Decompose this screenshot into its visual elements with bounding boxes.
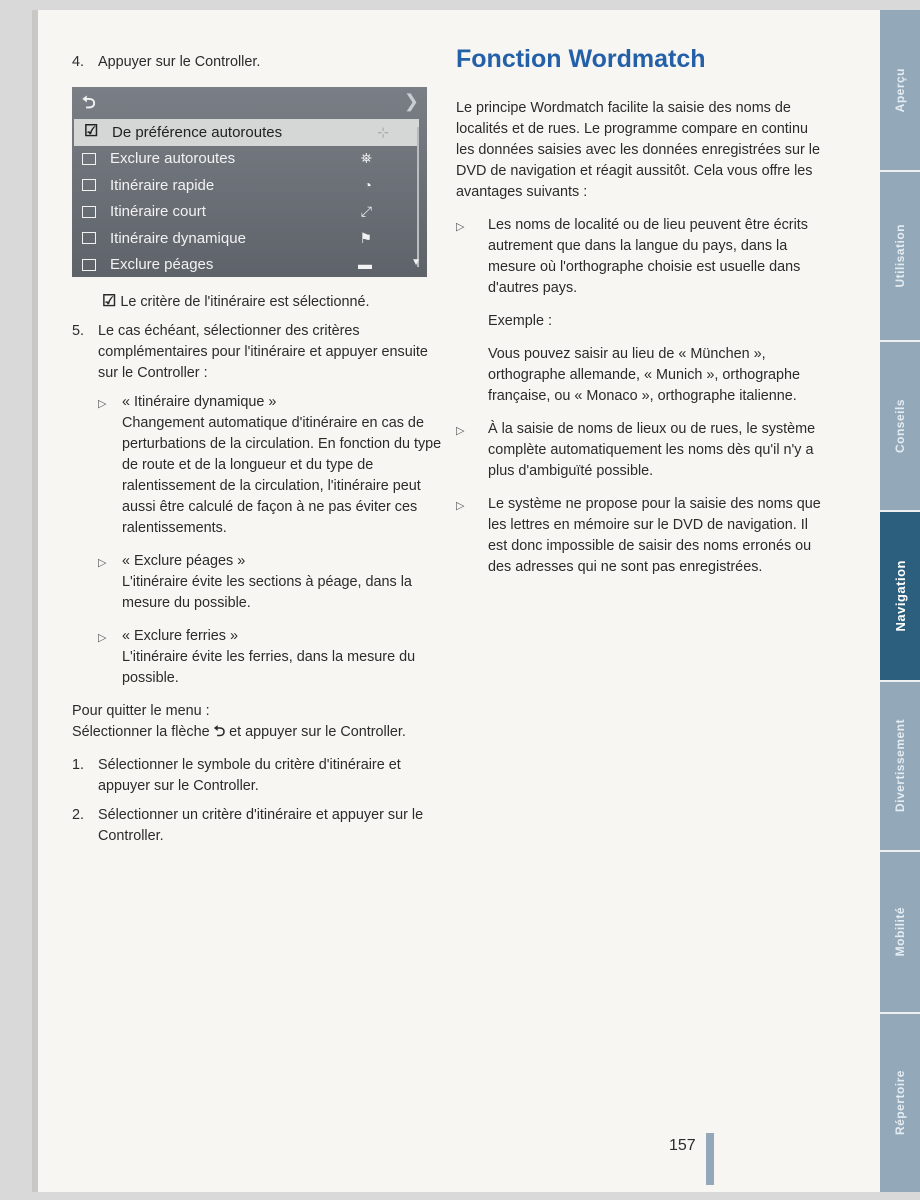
example-label: Exemple : [488,313,552,329]
checkbox-icon [82,153,96,165]
bullet-letters [456,494,828,578]
tab-apercu[interactable]: Aperçu [880,10,920,172]
chapter-tabs [880,10,920,1192]
scrollbar[interactable] [417,127,419,267]
bullet-text: L'itinéraire évite les ferries, dans la mesure du possible. [122,649,416,686]
step-text: Appuyer sur le Controller. [98,54,261,70]
highway-icon: ⊹ [377,123,389,140]
page-edge [32,10,38,1192]
criteria-row-exclude-tolls[interactable] [72,252,402,279]
example-text: Vous pouvez saisir au lieu de « München », orthographe allemande, « Munich », orthographe française, ou « Monaco », orthographe italienne. [488,346,801,404]
checkbox-icon [82,179,96,191]
bullet-spelling [456,215,828,299]
bullet-text: L'itinéraire évite les sections à péage, dans la mesure du possible. [122,574,412,611]
left-column [72,52,444,855]
step-number: 4. [72,54,85,70]
step-text: Le cas échéant, sélectionner des critères complémentaires pour l'itinéraire et appuyer ensuite sur le Controller : [98,323,428,381]
no-highway-icon: ⛯ [360,150,372,167]
stopwatch-icon: ◔ [363,176,372,193]
checkbox-icon [82,259,96,271]
scroll-arrow-icon: ❯ [403,91,419,111]
step-2 [72,805,444,847]
step-text: Sélectionner un critère d'itinéraire et appuyer sur le Controller. [98,807,424,844]
quit-menu-note [72,701,444,743]
chevron-down-icon: ▼ [411,257,421,268]
bullet-title: « Exclure péages » [122,553,246,569]
tab-repertoire[interactable]: Répertoire [893,1070,907,1136]
step-1 [72,755,444,797]
criteria-label: Exclure péages [110,256,214,274]
tab-utilisation[interactable]: Utilisation [880,172,920,342]
triangle-bullet-icon: ▷ [456,500,465,512]
bullet-text: À la saisie de noms de lieux ou de rues, le système complète automatiquement les noms dès qu'il n'y a plus d'ambiguïté possible. [488,421,816,479]
criteria-label: Itinéraire court [110,203,206,221]
manual-page [32,10,920,1192]
right-column [456,44,828,590]
criteria-row-highway-preference[interactable] [74,119,419,146]
bullet-autocomplete [456,419,828,482]
route-criteria-screen [72,87,427,277]
intro-paragraph: Le principe Wordmatch facilite la saisie des noms de localités et de rues. Le programme compare en continu les données saisies avec les données enregistrées sur le DVD de navigation et réagit aussitôt. Cela vous offre les avantages suivants : [456,100,820,200]
triangle-bullet-icon: ▷ [456,425,465,437]
back-arrow-icon: ⮌ [213,724,226,740]
triangle-bullet-icon: ▷ [456,221,465,233]
tab-conseils[interactable]: Conseils [880,342,920,512]
quit-line-1: Pour quitter le menu : [72,703,210,719]
bullet-dynamic-route [98,392,444,539]
checked-icon: ☑ [84,123,99,141]
page-number-bar [706,1133,714,1185]
bullet-text: Les noms de localité ou de lieu peuvent être écrits autrement que dans la langue du pays, dans la mesure où l'orthographe choisie est usuelle dans d'autres pays. [488,217,808,296]
selected-note-text: Le critère de l'itinéraire est sélectionné. [120,294,370,310]
selected-note [102,291,444,313]
short-route-icon: ⤢ [360,203,372,220]
bullet-exclude-ferries [98,626,444,689]
triangle-bullet-icon: ▷ [98,557,107,569]
checked-icon: ☑ [102,293,117,310]
back-arrow-icon[interactable]: ⮌ [82,93,96,112]
criteria-row-fast-route[interactable] [72,172,402,199]
triangle-bullet-icon: ▷ [98,632,107,644]
tab-navigation[interactable]: Navigation [880,512,920,682]
criteria-label: Itinéraire dynamique [110,229,246,247]
criteria-label: Exclure autoroutes [110,150,236,168]
step-number: 5. [72,323,85,339]
tab-mobilite[interactable]: Mobilité [880,852,920,1014]
section-title: Fonction Wordmatch [456,45,706,73]
page-number: 157 [669,1137,696,1154]
checkbox-icon [82,232,96,244]
quit-line-2: Sélectionner la flèche ⮌ et appuyer sur le Controller. [72,724,406,740]
bullet-title: « Itinéraire dynamique » [122,394,277,410]
traffic-icon: ⚑ [359,229,372,246]
screen-topbar [72,87,427,119]
tab-divertissement[interactable]: Divertissement [880,682,920,852]
criteria-list [72,119,402,278]
bullet-text: Changement automatique d'itinéraire en cas de perturbations de la circulation. En fonction du type de route et de la longueur et du type de ralentissement de la circulation, l'itinéraire peut aussi être calculé de façon à ne pas éviter ces ralentissements. [122,415,442,536]
bullet-text: Le système ne propose pour la saisie des noms que les lettres en mémoire sur le DVD de navigation. Il est donc impossible de saisir des noms erronés ou des adresses qui ne sont pas enregistrées. [488,496,821,575]
toll-icon: ▬ [358,256,372,273]
criteria-row-dynamic-route[interactable] [72,225,402,252]
step-4 [72,52,444,73]
step-number: 2. [72,807,85,823]
checkbox-icon [82,206,96,218]
triangle-bullet-icon: ▷ [98,398,107,410]
bullet-exclude-tolls [98,551,444,614]
criteria-row-exclude-highways[interactable] [72,146,402,173]
step-5 [72,321,444,384]
bullet-title: « Exclure ferries » [122,628,238,644]
criteria-label: De préférence autoroutes [112,123,283,141]
step-text: Sélectionner le symbole du critère d'itinéraire et appuyer sur le Controller. [98,757,401,794]
criteria-label: Itinéraire rapide [110,176,215,194]
criteria-row-short-route[interactable] [72,199,402,226]
step-number: 1. [72,757,85,773]
